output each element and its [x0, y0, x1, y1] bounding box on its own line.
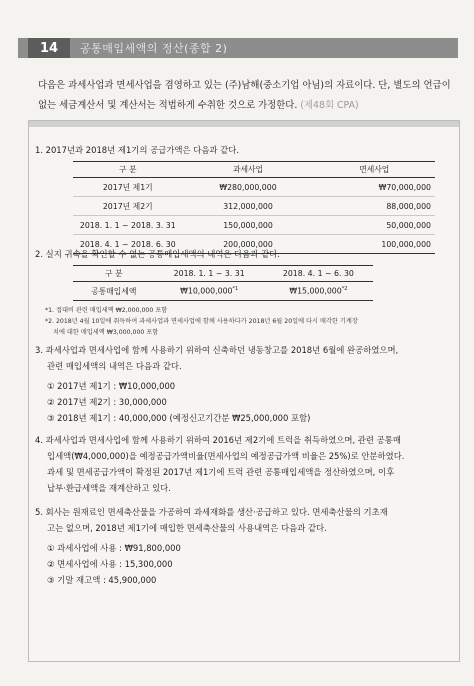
q5-line: 고는 없으며, 2018년 제1기에 매입한 면세축산물의 사용내역은 다음과 같다.	[47, 523, 327, 533]
table-cell: 150,000,000	[183, 216, 314, 235]
common-tax-table	[73, 265, 373, 301]
list-item: ① 2017년 제1기 : ₩10,000,000	[47, 381, 176, 391]
q3-text: 3. 과세사업과 면세사업에 함께 사용하기 위하여 신축하던 냉동창고를 2018년 6월에 완공하였으며,	[35, 345, 399, 355]
list-item: ③ 2018년 제1기 : 40,000,000 (예정신고기간분 ₩25,000,000 포함)	[47, 413, 311, 423]
q4-line: 납부·환급세액을 재계산하고 있다.	[47, 483, 171, 493]
supply-table	[73, 161, 435, 254]
list-item: ① 과세사업에 사용 : ₩91,800,000	[47, 543, 181, 553]
cell-value: ₩10,000,000	[180, 286, 233, 296]
col-header: 2018. 4. 1 ~ 6. 30	[264, 266, 373, 282]
table-cell	[264, 282, 373, 301]
table-cell	[155, 282, 264, 301]
table-cell: 88,000,000	[314, 197, 435, 216]
col-header: 2018. 1. 1 ~ 3. 31	[155, 266, 264, 282]
col-header: 구 분	[73, 162, 183, 178]
col-header: 면세사업	[314, 162, 435, 178]
chapter-number: 14	[28, 38, 70, 58]
col-header: 구 분	[73, 266, 155, 282]
table-row	[73, 282, 373, 301]
q1-text: 1. 2017년과 2018년 제1기의 공급가액은 다음과 같다.	[35, 145, 240, 155]
table-cell: ₩280,000,000	[183, 178, 314, 197]
table-row	[73, 197, 435, 216]
q4-line: 입세액(₩4,000,000)을 예정공급가액비율(면세사업의 예정공급가액 비율은 25%)로 안분하였다.	[47, 451, 405, 461]
cell-value: ₩15,000,000	[289, 286, 342, 296]
footnote-2: *2. 2018년 4월 10일에 취득하여 과세사업과 면세사업에 함께 사용하다가 2018년 6월 20일에 다시 매각한 기계장	[45, 318, 358, 325]
footnote-1: *1. 접대비 관련 매입세액 ₩2,000,000 포함	[45, 307, 168, 314]
data-box	[28, 120, 460, 662]
table-row	[73, 216, 435, 235]
box-top-band	[29, 121, 459, 127]
chapter-title: 공통매입세액의 정산(종합 2)	[80, 42, 228, 55]
list-item: ③ 기말 재고액 : 45,900,000	[47, 575, 157, 585]
intro-note: (제48회 CPA)	[300, 100, 359, 111]
table-cell: 2017년 제2기	[73, 197, 183, 216]
table-cell: 2017년 제1기	[73, 178, 183, 197]
q2-text: 2. 실지 귀속을 확인할 수 없는 공통매입세액의 내역은 다음과 같다.	[35, 249, 280, 259]
list-item: ② 면세사업에 사용 : 15,300,000	[47, 559, 173, 569]
intro-text: 다음은 과세사업과 면세사업을 겸영하고 있는 (주)남해(중소기업 아님)의 자료이다. 단, 별도의 언급이 없는 세금계산서 및 계산서는 적법하게 수취한 것으로 가정한다.	[38, 80, 451, 111]
table-cell: 50,000,000	[314, 216, 435, 235]
list-item: ② 2017년 제2기 : 30,000,000	[47, 397, 167, 407]
footnote-mark: *1	[232, 286, 239, 293]
table-cell: 100,000,000	[314, 235, 435, 254]
table-cell: 2018. 4. 1 ~ 2018. 6. 30	[73, 235, 183, 254]
q4-line: 과세 및 면세공급가액이 확정된 2017년 제1기에 트럭 관련 공통매입세액을 정산하였으며, 이후	[47, 467, 395, 477]
intro-paragraph	[38, 76, 456, 116]
col-header: 과세사업	[183, 162, 314, 178]
q4-line: 4. 과세사업과 면세사업에 함께 사용하기 위하여 2016년 제2기에 트럭을 취득하였으며, 관련 공통매	[35, 435, 401, 445]
q3-text-cont: 관련 매입세액의 내역은 다음과 같다.	[47, 361, 182, 371]
table-cell: 2018. 1. 1 ~ 2018. 3. 31	[73, 216, 183, 235]
table-cell: 공통매입세액	[73, 282, 155, 301]
table-cell: 200,000,000	[183, 235, 314, 254]
table-header-row	[73, 162, 435, 178]
table-cell: ₩70,000,000	[314, 178, 435, 197]
footnote-mark: *2	[341, 286, 348, 293]
table-cell: 312,000,000	[183, 197, 314, 216]
table-header-row	[73, 266, 373, 282]
footnote-2-cont: 치에 대한 매입세액 ₩3,000,000 포함	[53, 329, 159, 336]
table-row	[73, 178, 435, 197]
q5-line: 5. 회사는 원재료인 면세축산물을 가공하여 과세재화를 생산·공급하고 있다. 면세축산물의 기초재	[35, 507, 388, 517]
